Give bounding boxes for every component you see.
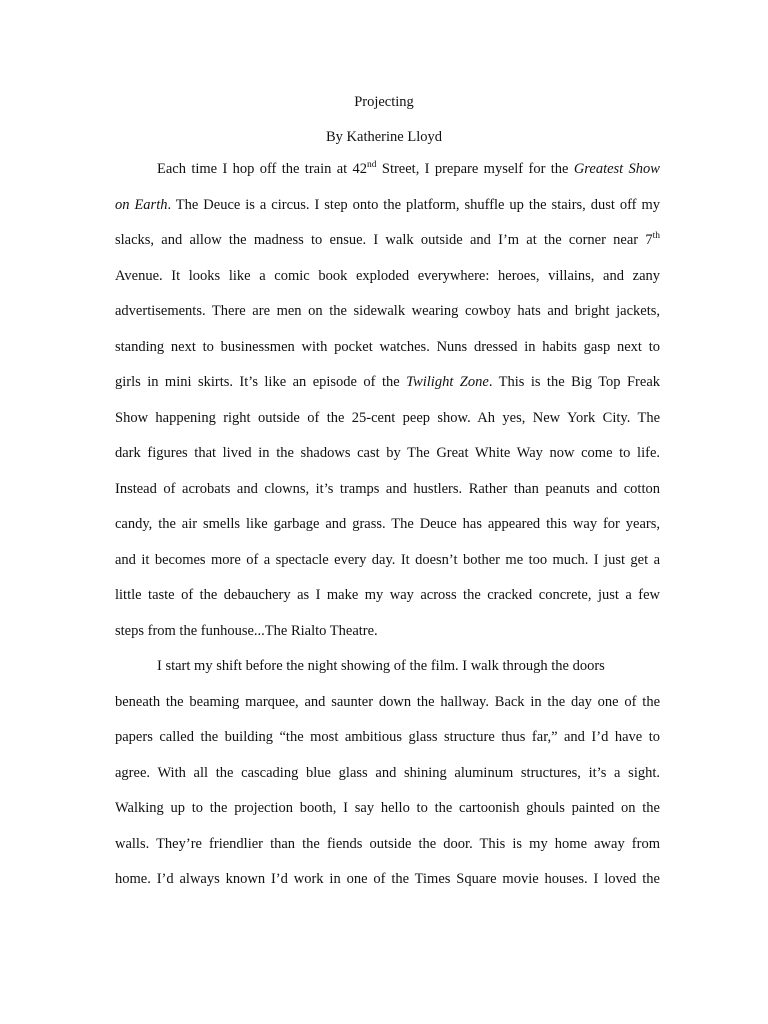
text-run: Each time I hop off the train at 42: [157, 161, 368, 177]
paragraph-line: little taste of the debauchery as I make my way across the cracked concrete, just a few: [115, 587, 660, 603]
text-run: . The Deuce is a circus. I step onto the platform, shuffle up the stairs, dust off my: [167, 196, 660, 213]
document-title: Projecting: [354, 94, 414, 110]
text-run: slacks, and allow the madness to ensue. I walk outside and I’m at the corner near 7: [115, 232, 653, 248]
document-body: [115, 152, 660, 898]
superscript: nd: [367, 160, 377, 170]
paragraph-1: [115, 152, 660, 649]
italic-text: Greatest Show: [573, 161, 660, 177]
paragraph-line: agree. With all the cascading blue glass and shining aluminum structures, it’s a sight.: [115, 764, 660, 781]
paragraph-line: Show happening right outside of the 25-cent peep show. Ah yes, New York City. The: [115, 409, 660, 426]
paragraph-line: [115, 223, 660, 259]
paragraph-line: home. I’d always known I’d work in one of the Times Square movie houses. I loved the: [115, 871, 660, 887]
paragraph-line: standing next to businessmen with pocket watches. Nuns dressed in habits gasp next to: [115, 338, 660, 355]
text-run: Street, I prepare myself for the: [376, 161, 574, 177]
paragraph-2: [115, 649, 660, 898]
superscript: th: [652, 231, 660, 241]
paragraph-line: Instead of acrobats and clowns, it’s tramps and hustlers. Rather than peanuts and cotton: [115, 480, 660, 497]
paragraph-line: [115, 188, 660, 224]
paragraph-line: papers called the building “the most ambitious glass structure thus far,” and I’d have to: [115, 729, 660, 745]
paragraph-line: steps from the funhouse...The Rialto Theatre.: [115, 622, 378, 639]
text-run: . This is the Big Top Freak: [488, 374, 661, 390]
paragraph-line: advertisements. There are men on the sidewalk wearing cowboy hats and bright jackets,: [115, 303, 660, 319]
paragraph-line: walls. They’re friendlier than the fiends outside the door. This is my home away from: [115, 835, 660, 852]
italic-text: Twilight Zone: [406, 374, 489, 390]
paragraph-line: [115, 365, 660, 401]
paragraph-line: dark figures that lived in the shadows cast by The Great White Way now come to life.: [115, 445, 660, 461]
paragraph-line: Avenue. It looks like a comic book exploded everywhere: heroes, villains, and zany: [115, 267, 660, 284]
paragraph-line: I start my shift before the night showing of the film. I walk through the doors: [157, 658, 605, 674]
document-byline: By Katherine Lloyd: [326, 129, 442, 145]
paragraph-line: and it becomes more of a spectacle every day. It doesn’t bother me too much. I just get a: [115, 551, 660, 568]
paragraph-line: candy, the air smells like garbage and grass. The Deuce has appeared this way for years,: [115, 516, 660, 532]
italic-text: on Earth: [115, 196, 168, 213]
paragraph-line: Walking up to the projection booth, I say hello to the cartoonish ghouls painted on the: [115, 800, 660, 816]
paragraph-line: [115, 152, 660, 188]
paragraph-line: beneath the beaming marquee, and saunter down the hallway. Back in the day one of the: [115, 693, 660, 710]
text-run: girls in mini skirts. It’s like an episode of the: [115, 374, 407, 390]
